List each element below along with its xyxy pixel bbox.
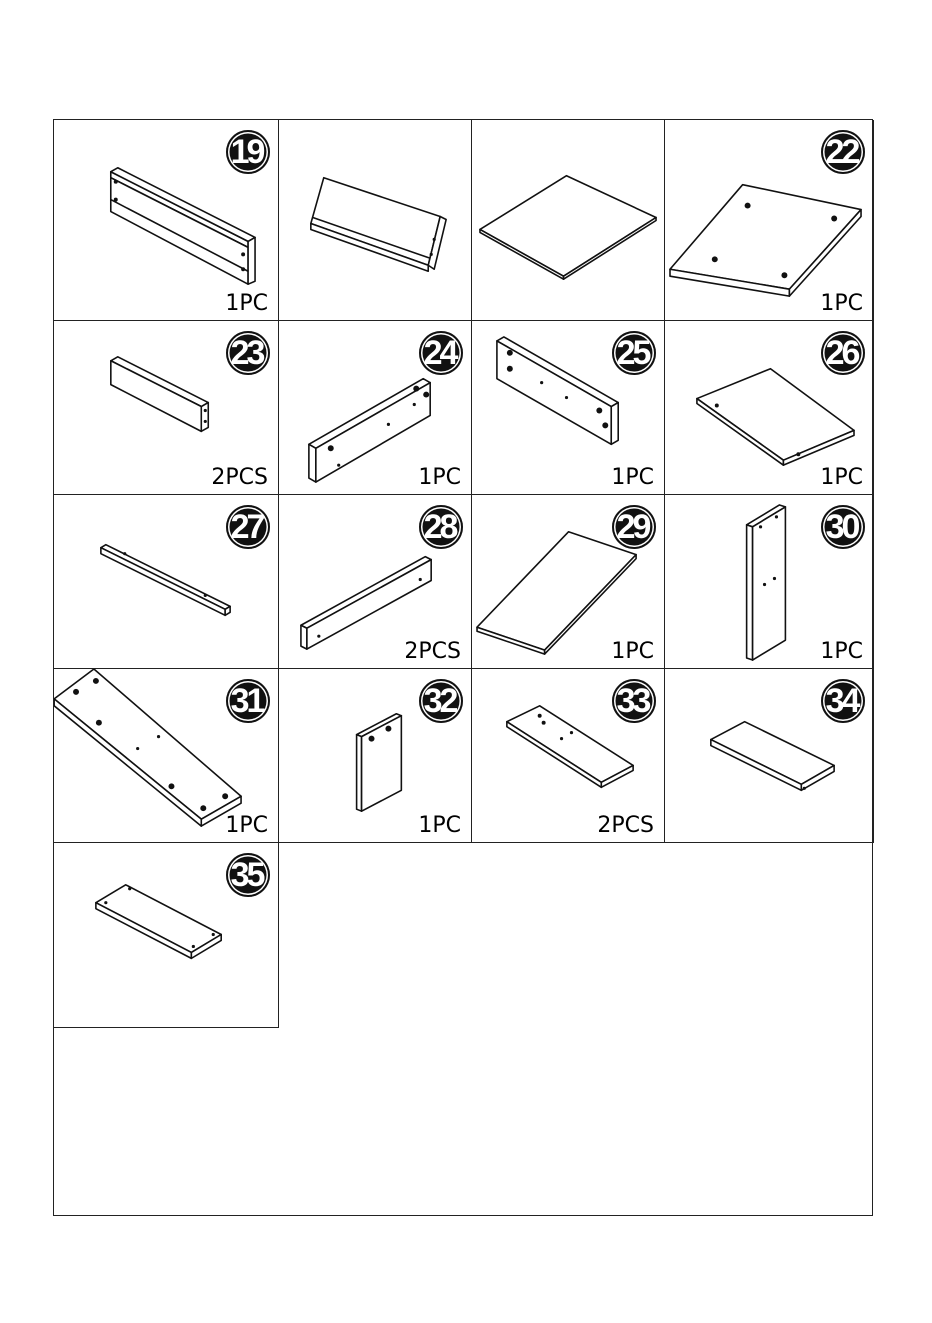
part-number-badge: 28 <box>419 505 463 549</box>
part-cell-34 <box>665 669 874 843</box>
part-quantity: 1PC <box>820 465 863 490</box>
part-number-badge: 32 <box>419 679 463 723</box>
part-quantity: 1PC <box>225 291 268 316</box>
part-cell-33 <box>472 669 665 843</box>
part-cell-27 <box>54 495 279 669</box>
part-cell-20 <box>279 120 472 321</box>
part-number-badge: 22 <box>821 130 865 174</box>
parts-list-sheet <box>53 119 873 1216</box>
part-number-badge: 24 <box>419 331 463 375</box>
part-20-drawing <box>279 120 471 320</box>
part-quantity: 2PCS <box>404 639 461 664</box>
part-number-badge: 33 <box>612 679 656 723</box>
part-quantity: 1PC <box>820 639 863 664</box>
part-cell-21 <box>472 120 665 321</box>
part-number-badge: 30 <box>821 505 865 549</box>
part-cell-30 <box>665 495 874 669</box>
part-number-badge: 34 <box>821 679 865 723</box>
part-21-drawing <box>472 120 664 320</box>
part-cell-28 <box>279 495 472 669</box>
part-cell-29 <box>472 495 665 669</box>
part-number-badge: 35 <box>226 853 270 897</box>
part-number-badge: 19 <box>226 130 270 174</box>
part-quantity: 1PC <box>820 291 863 316</box>
part-cell-19 <box>54 120 279 321</box>
part-cell-23 <box>54 321 279 495</box>
part-number-badge: 26 <box>821 331 865 375</box>
part-cell-22 <box>665 120 874 321</box>
part-cell-26 <box>665 321 874 495</box>
part-number-badge: 25 <box>612 331 656 375</box>
part-number-badge: 23 <box>226 331 270 375</box>
part-quantity: 2PCS <box>211 465 268 490</box>
part-cell-25 <box>472 321 665 495</box>
part-quantity: 1PC <box>418 465 461 490</box>
part-cell-31 <box>54 669 279 843</box>
part-quantity: 2PCS <box>597 813 654 838</box>
part-number-badge: 29 <box>612 505 656 549</box>
part-quantity: 1PC <box>611 639 654 664</box>
part-quantity: 1PC <box>225 813 268 838</box>
part-cell-24 <box>279 321 472 495</box>
part-quantity: 1PC <box>611 465 654 490</box>
part-cell-35 <box>54 843 279 1028</box>
part-number-badge: 31 <box>226 679 270 723</box>
part-quantity: 1PC <box>418 813 461 838</box>
part-number-badge: 27 <box>226 505 270 549</box>
part-cell-32 <box>279 669 472 843</box>
